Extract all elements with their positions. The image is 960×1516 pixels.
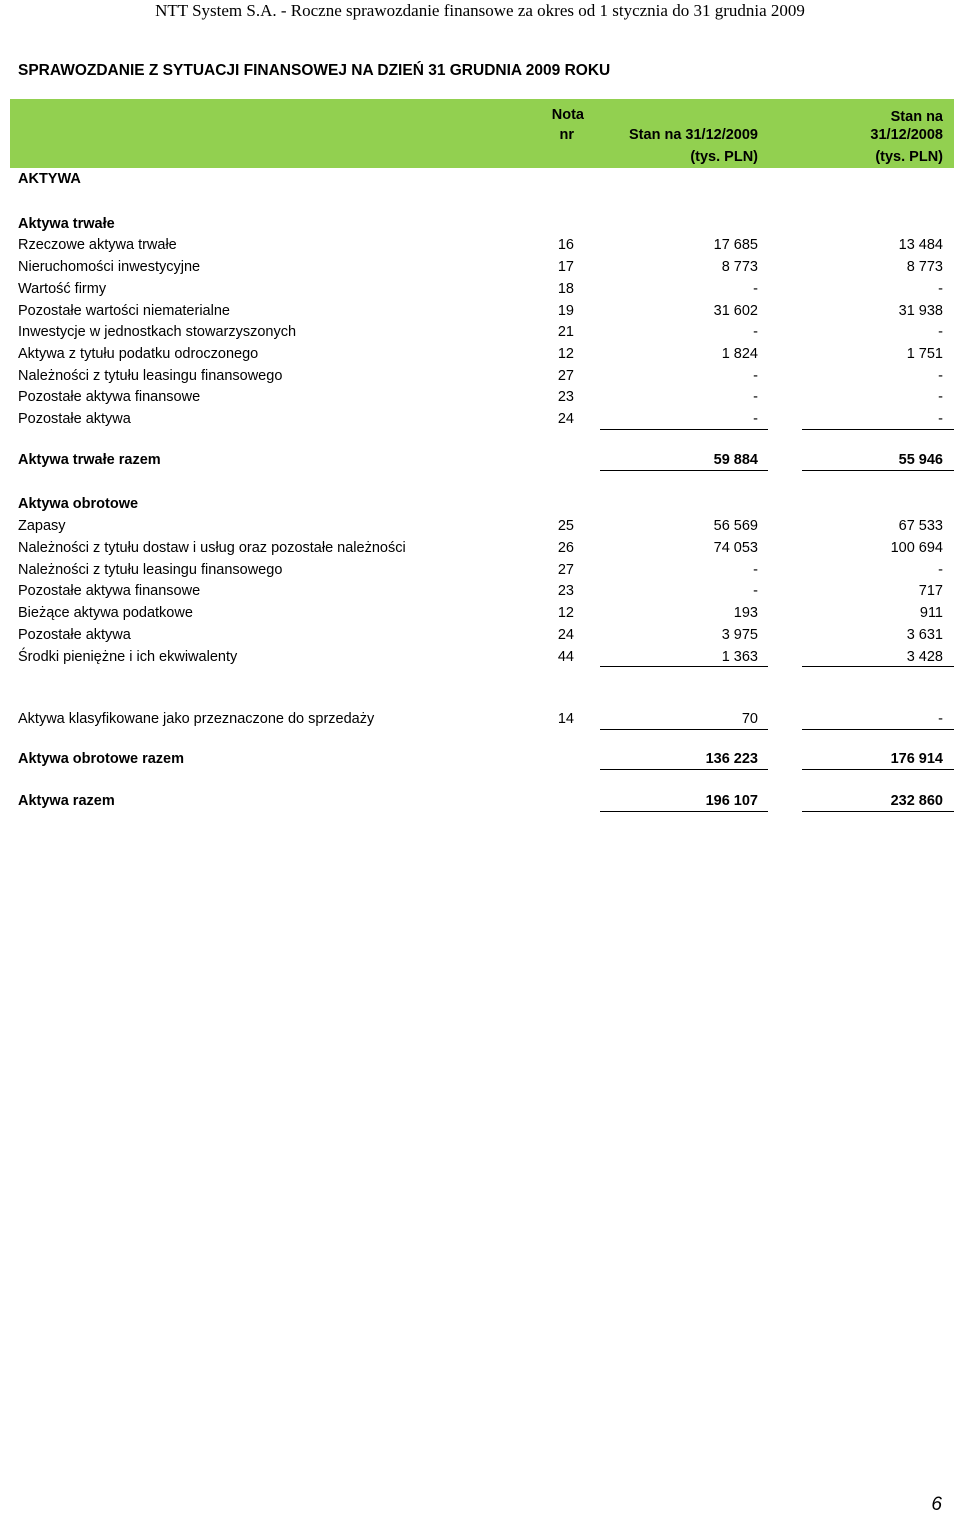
- row-note: 16: [557, 237, 574, 253]
- row-note: 12: [557, 605, 574, 621]
- row-note: 25: [557, 518, 574, 534]
- total-rule: [600, 470, 768, 471]
- note-header-line2: nr: [559, 127, 574, 143]
- row-value-2009: 17 685: [713, 237, 758, 253]
- col-2008-title-line1: Stan na: [890, 109, 943, 125]
- row-value-2009: -: [753, 324, 758, 340]
- row-label: Aktywa klasyfikowane jako przeznaczone do sprzedaży: [18, 711, 375, 727]
- row-value-2008: 31 938: [898, 303, 943, 319]
- row-value-2008: 911: [919, 605, 943, 621]
- table-row: [0, 583, 960, 603]
- note-header-line1: Nota: [551, 107, 584, 123]
- table-row: [0, 518, 960, 538]
- table-row: [0, 303, 960, 323]
- row-label: Bieżące aktywa podatkowe: [18, 605, 193, 621]
- row-label: Środki pieniężne i ich ekwiwalenty: [18, 649, 238, 665]
- table-row: [0, 627, 960, 647]
- row-value-2008: 3 631: [906, 627, 943, 643]
- row-note: 44: [557, 649, 574, 665]
- row-value-2009: 1 824: [721, 346, 758, 362]
- row-value-2008: 3 428: [906, 649, 943, 665]
- total-rule: [600, 769, 768, 770]
- subtotal-rule: [802, 666, 954, 667]
- row-value-2009: 3 975: [721, 627, 758, 643]
- row-note: 17: [557, 259, 574, 275]
- row-label: Aktywa razem: [18, 793, 115, 809]
- row-value-2008: -: [938, 368, 943, 384]
- row-note: 24: [557, 627, 574, 643]
- table-row: [0, 411, 960, 431]
- page-number: 6: [931, 1494, 942, 1515]
- table-row: [0, 605, 960, 625]
- current-assets-heading: Aktywa obrotowe: [18, 496, 139, 512]
- row-label: Inwestycje w jednostkach stowarzyszonych: [18, 324, 297, 340]
- row-value-2009: -: [753, 281, 758, 297]
- row-label: Aktywa obrotowe razem: [18, 751, 184, 767]
- fixed-assets-heading: Aktywa trwałe: [18, 216, 115, 232]
- grand-total-row: [0, 793, 960, 813]
- fixed-assets-total-row: [0, 452, 960, 472]
- row-label: Pozostałe aktywa: [18, 411, 131, 427]
- total-rule: [802, 470, 954, 471]
- row-value-2008: -: [938, 389, 943, 405]
- row-label: Rzeczowe aktywa trwałe: [18, 237, 177, 253]
- row-label: Wartość firmy: [18, 281, 107, 297]
- section-label-aktywa: AKTYWA: [18, 171, 81, 187]
- row-value-2009: 1 363: [721, 649, 758, 665]
- row-label: Zapasy: [18, 518, 66, 534]
- grand-total-rule: [802, 811, 954, 812]
- row-value-2009: 56 569: [713, 518, 758, 534]
- row-value-2009: -: [753, 411, 758, 427]
- row-label: Należności z tytułu leasingu finansowego: [18, 368, 283, 384]
- col-2008-title-line2: 31/12/2008: [870, 127, 943, 143]
- row-value-2009: 196 107: [705, 793, 758, 809]
- row-note: 12: [557, 346, 574, 362]
- subtotal-rule: [600, 429, 768, 430]
- row-value-2008: 232 860: [890, 793, 943, 809]
- row-note: 27: [557, 562, 574, 578]
- row-value-2008: 717: [918, 583, 943, 599]
- subtotal-rule: [802, 429, 954, 430]
- row-value-2009: 74 053: [713, 540, 758, 556]
- row-value-2009: 70: [741, 711, 758, 727]
- row-value-2009: -: [753, 562, 758, 578]
- row-value-2008: -: [938, 324, 943, 340]
- document-title: SPRAWOZDANIE Z SYTUACJI FINANSOWEJ NA DZIEŃ 31 GRUDNIA 2009 ROKU: [18, 62, 611, 79]
- row-value-2009: 8 773: [721, 259, 758, 275]
- row-value-2008: -: [938, 711, 943, 727]
- row-value-2008: 67 533: [898, 518, 943, 534]
- row-value-2009: 59 884: [713, 452, 758, 468]
- row-value-2009: -: [753, 389, 758, 405]
- row-value-2008: -: [938, 281, 943, 297]
- col-2009-title: Stan na 31/12/2009: [629, 127, 758, 143]
- row-note: 23: [557, 583, 574, 599]
- table-row: [0, 237, 960, 257]
- row-value-2008: 55 946: [898, 452, 943, 468]
- row-value-2008: 176 914: [890, 751, 943, 767]
- table-row: [0, 389, 960, 409]
- subtotal-rule: [802, 729, 954, 730]
- table-row: [0, 540, 960, 560]
- row-note: 24: [557, 411, 574, 427]
- row-label: Należności z tytułu dostaw i usług oraz pozostałe należności: [18, 540, 406, 556]
- grand-total-rule: [600, 811, 768, 812]
- row-value-2009: 193: [733, 605, 758, 621]
- row-value-2009: 31 602: [713, 303, 758, 319]
- row-note: 21: [557, 324, 574, 340]
- col-2008-unit: (tys. PLN): [875, 149, 943, 165]
- row-value-2009: -: [753, 583, 758, 599]
- row-note: 26: [557, 540, 574, 556]
- row-value-2008: 13 484: [898, 237, 943, 253]
- table-row: [0, 324, 960, 344]
- held-for-sale-row: [0, 711, 960, 731]
- row-label: Należności z tytułu leasingu finansowego: [18, 562, 283, 578]
- row-label: Aktywa z tytułu podatku odroczonego: [18, 346, 259, 362]
- table-row: [0, 346, 960, 366]
- row-label: Aktywa trwałe razem: [18, 452, 161, 468]
- row-note: 23: [557, 389, 574, 405]
- subtotal-rule: [600, 666, 768, 667]
- row-label: Nieruchomości inwestycyjne: [18, 259, 201, 275]
- table-row: [0, 281, 960, 301]
- table-row: [0, 259, 960, 279]
- row-value-2009: -: [753, 368, 758, 384]
- row-note: 27: [557, 368, 574, 384]
- total-rule: [802, 769, 954, 770]
- row-value-2008: 100 694: [890, 540, 943, 556]
- subtotal-rule: [600, 729, 768, 730]
- current-assets-total-row: [0, 751, 960, 771]
- row-value-2008: -: [938, 411, 943, 427]
- running-header: NTT System S.A. - Roczne sprawozdanie finansowe za okres od 1 stycznia do 31 grudnia 2009: [155, 1, 805, 20]
- row-note: 14: [557, 711, 574, 727]
- row-value-2009: 136 223: [705, 751, 758, 767]
- row-value-2008: 8 773: [906, 259, 943, 275]
- row-label: Pozostałe aktywa finansowe: [18, 389, 201, 405]
- row-value-2008: -: [938, 562, 943, 578]
- row-note: 19: [557, 303, 574, 319]
- row-label: Pozostałe aktywa finansowe: [18, 583, 201, 599]
- table-row: [0, 562, 960, 582]
- row-note: 18: [557, 281, 574, 297]
- row-value-2008: 1 751: [906, 346, 943, 362]
- table-row: [0, 368, 960, 388]
- col-2009-unit: (tys. PLN): [690, 149, 758, 165]
- row-label: Pozostałe aktywa: [18, 627, 131, 643]
- row-label: Pozostałe wartości niematerialne: [18, 303, 230, 319]
